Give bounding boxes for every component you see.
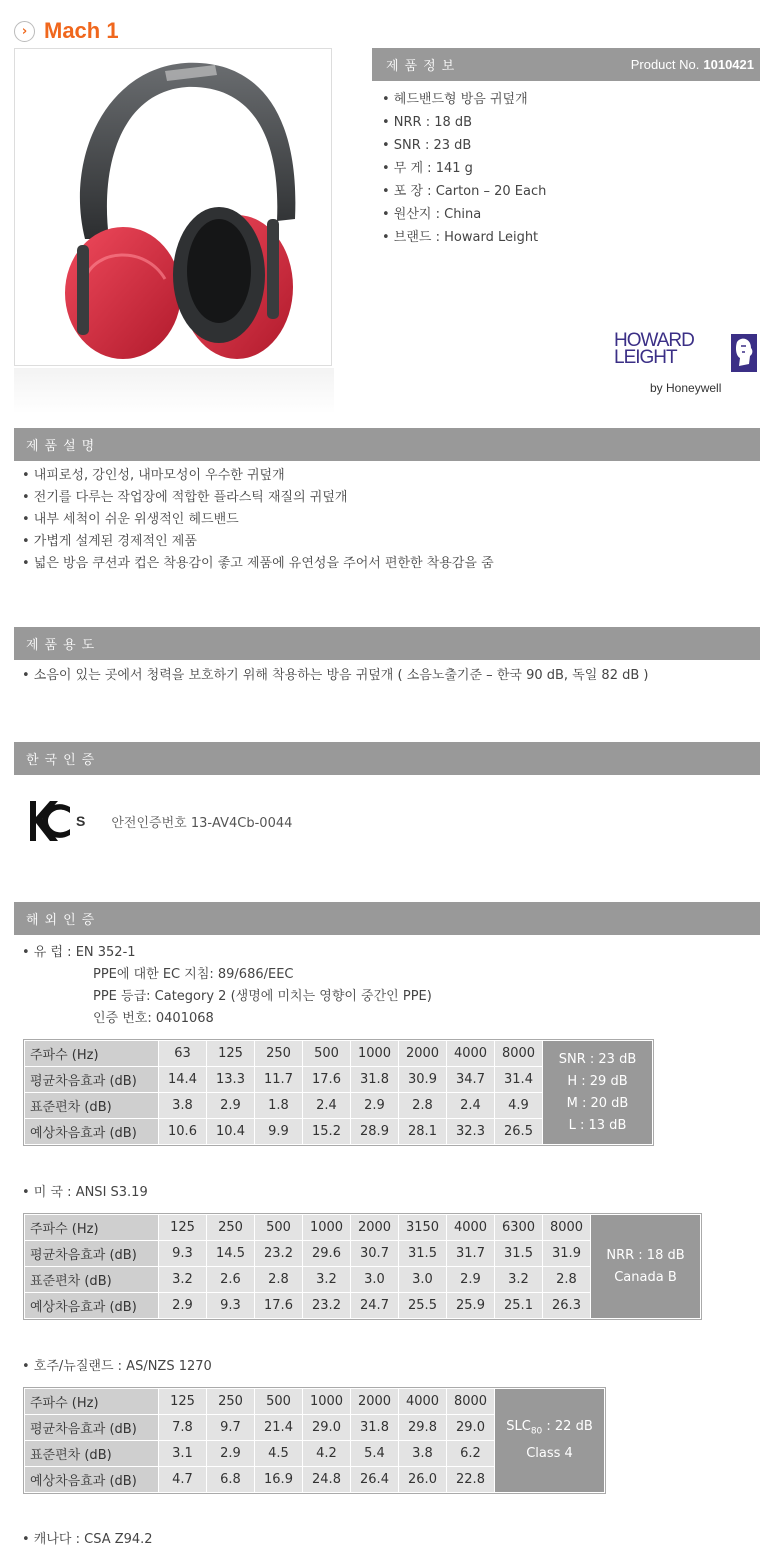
table-cell: 4.7 (159, 1467, 207, 1493)
product-number: Product No. 1010421 (630, 57, 754, 72)
europe-sub: PPE 등급: Category 2 (생명에 미치는 영향이 중간인 PPE) (93, 989, 432, 1004)
row-header: 평균차음효과 (dB) (25, 1067, 159, 1093)
info-item: • 포 장 : Carton – 20 Each (382, 184, 547, 199)
table-cell: 2.4 (447, 1093, 495, 1119)
table-cell: 30.7 (351, 1241, 399, 1267)
table-cell: 26.5 (495, 1119, 543, 1145)
table-cell: 125 (159, 1215, 207, 1241)
by-honeywell: by Honeywell (650, 381, 722, 395)
description-list (22, 465, 494, 575)
table-cell: 3.0 (399, 1267, 447, 1293)
table-cell: 2.8 (399, 1093, 447, 1119)
table-cell: 31.5 (495, 1241, 543, 1267)
table-cell: 125 (207, 1041, 255, 1067)
product-info-list (382, 88, 546, 249)
table-cell: 26.3 (543, 1293, 591, 1319)
table-cell: 9.9 (255, 1119, 303, 1145)
row-header: 예상차음효과 (dB) (25, 1467, 159, 1493)
section-overseas-cert-header: 해외인증 (14, 902, 760, 935)
usa-label: • 미 국 : ANSI S3.19 (22, 1185, 148, 1200)
kc-certification (26, 797, 292, 845)
earmuff-illustration (15, 49, 332, 366)
table-cell: 6.8 (207, 1467, 255, 1493)
table-cell: 25.1 (495, 1293, 543, 1319)
list-item: • 소음이 있는 곳에서 청력을 보호하기 위해 착용하는 방음 귀덮개 ( 소음노출기준 – 한국 90 dB, 독일 82 dB ) (22, 668, 649, 683)
table-cell: 26.4 (351, 1467, 399, 1493)
product-info-header (372, 48, 760, 81)
rating-line: Canada B (614, 1269, 677, 1285)
table-cell: 22.8 (447, 1467, 495, 1493)
section-description-header: 제품설명 (14, 428, 760, 461)
table-cell: 34.7 (447, 1067, 495, 1093)
table-cell: 15.2 (303, 1119, 351, 1145)
row-header: 표준편차 (dB) (25, 1441, 159, 1467)
table-cell: 2000 (399, 1041, 447, 1067)
table-cell: 9.3 (207, 1293, 255, 1319)
canada-label: • 캐나다 : CSA Z94.2 (22, 1532, 153, 1547)
howard-leight-logo (614, 332, 760, 398)
table-cell: 1000 (303, 1389, 351, 1415)
table-cell: 29.0 (447, 1415, 495, 1441)
table-cell: 4.9 (495, 1093, 543, 1119)
europe-attenuation-table (24, 1040, 653, 1145)
table-cell: 17.6 (303, 1067, 351, 1093)
table-cell: 2.9 (159, 1293, 207, 1319)
table-cell: 63 (159, 1041, 207, 1067)
table-cell: 3.8 (159, 1093, 207, 1119)
australia-label: • 호주/뉴질랜드 : AS/NZS 1270 (22, 1359, 212, 1374)
rating-line: NRR : 18 dB (606, 1247, 685, 1263)
table-cell: 10.4 (207, 1119, 255, 1145)
table-row (25, 1041, 653, 1067)
rating-line: $SLC_{80}$ : 22 dB (506, 1419, 593, 1437)
table-cell: 31.4 (495, 1067, 543, 1093)
australia-rating-summary (495, 1389, 605, 1493)
table-cell: 11.7 (255, 1067, 303, 1093)
table-cell: 2.4 (303, 1093, 351, 1119)
table-cell: 6.2 (447, 1441, 495, 1467)
row-header: 주파수 (Hz) (25, 1215, 159, 1241)
table-cell: 23.2 (303, 1293, 351, 1319)
list-item: • 내부 세척이 쉬운 위생적인 헤드밴드 (22, 512, 239, 527)
table-cell: 29.8 (399, 1415, 447, 1441)
table-cell: 29.0 (303, 1415, 351, 1441)
table-cell: 4000 (447, 1215, 495, 1241)
rating-line: Class 4 (526, 1445, 573, 1461)
info-item: • 무 게 : 141 g (382, 161, 473, 176)
australia-attenuation-table (24, 1388, 605, 1493)
table-cell: 14.4 (159, 1067, 207, 1093)
table-cell: 3.2 (495, 1267, 543, 1293)
table-cell: 31.7 (447, 1241, 495, 1267)
table-cell: 8000 (495, 1041, 543, 1067)
table-cell: 16.9 (255, 1467, 303, 1493)
table-cell: 10.6 (159, 1119, 207, 1145)
table-cell: 2000 (351, 1215, 399, 1241)
chevron-right-icon: › (14, 21, 35, 42)
table-cell: 31.9 (543, 1241, 591, 1267)
row-header: 평균차음효과 (dB) (25, 1241, 159, 1267)
table-cell: 1000 (303, 1215, 351, 1241)
table-cell: 9.7 (207, 1415, 255, 1441)
usa-rating-summary (591, 1215, 701, 1319)
table-cell: 31.8 (351, 1067, 399, 1093)
table-cell: 28.9 (351, 1119, 399, 1145)
europe-label: • 유 럽 : EN 352-1 (22, 945, 136, 960)
table-cell: 26.0 (399, 1467, 447, 1493)
table-cell: 2.8 (255, 1267, 303, 1293)
table-cell: 2.9 (207, 1093, 255, 1119)
table-cell: 4000 (399, 1389, 447, 1415)
table-cell: 9.3 (159, 1241, 207, 1267)
table-cell: 30.9 (399, 1067, 447, 1093)
table-cell: 3.2 (303, 1267, 351, 1293)
table-cell: 2.6 (207, 1267, 255, 1293)
table-cell: 4.2 (303, 1441, 351, 1467)
row-header: 예상차음효과 (dB) (25, 1293, 159, 1319)
table-cell: 7.8 (159, 1415, 207, 1441)
table-cell: 25.5 (399, 1293, 447, 1319)
table-cell: 8000 (543, 1215, 591, 1241)
list-item: • 가볍게 설계된 경제적인 제품 (22, 534, 197, 549)
table-cell: 250 (207, 1389, 255, 1415)
table-cell: 125 (159, 1389, 207, 1415)
row-header: 표준편차 (dB) (25, 1093, 159, 1119)
info-item: • 헤드밴드형 방음 귀덮개 (382, 92, 528, 107)
table-cell: 8000 (447, 1389, 495, 1415)
table-cell: 2.9 (207, 1441, 255, 1467)
table-cell: 3.0 (351, 1267, 399, 1293)
europe-sub: PPE에 대한 EC 지침: 89/686/EEC (93, 967, 294, 982)
europe-sub: 인증 번호: 0401068 (93, 1011, 214, 1026)
row-header: 예상차음효과 (dB) (25, 1119, 159, 1145)
kc-cert-number: 안전인증번호 13-AV4Cb-0044 (111, 815, 293, 831)
section-usage-header: 제품용도 (14, 627, 760, 660)
row-header: 평균차음효과 (dB) (25, 1415, 159, 1441)
usa-attenuation-table (24, 1214, 701, 1319)
table-cell: 5.4 (351, 1441, 399, 1467)
rating-line: L : 13 dB (568, 1117, 627, 1133)
list-item: • 넓은 방음 쿠션과 컵은 착용감이 좋고 제품에 유연성을 주어서 편한한 착용감을 줌 (22, 556, 494, 571)
face-icon (731, 334, 757, 372)
table-cell: 2.9 (447, 1267, 495, 1293)
table-cell: 3.8 (399, 1441, 447, 1467)
table-cell: 6300 (495, 1215, 543, 1241)
table-cell: 28.1 (399, 1119, 447, 1145)
table-cell: 3.1 (159, 1441, 207, 1467)
table-cell: 1000 (351, 1041, 399, 1067)
table-cell: 25.9 (447, 1293, 495, 1319)
table-cell: 24.7 (351, 1293, 399, 1319)
list-item: • 전기를 다루는 작업장에 적합한 플라스틱 재질의 귀덮개 (22, 490, 348, 505)
logo-line-1: HOWARD (614, 330, 694, 351)
table-cell: 2.9 (351, 1093, 399, 1119)
kc-s-mark: S (76, 813, 86, 829)
table-cell: 21.4 (255, 1415, 303, 1441)
table-cell: 4000 (447, 1041, 495, 1067)
list-item: • 내피로성, 강인성, 내마모성이 우수한 귀덮개 (22, 468, 285, 483)
table-cell: 31.5 (399, 1241, 447, 1267)
info-item: • 브랜드 : Howard Leight (382, 230, 539, 245)
table-cell: 2.8 (543, 1267, 591, 1293)
product-image (14, 48, 332, 366)
row-header: 표준편차 (dB) (25, 1267, 159, 1293)
table-cell: 1.8 (255, 1093, 303, 1119)
table-cell: 3.2 (159, 1267, 207, 1293)
table-cell: 31.8 (351, 1415, 399, 1441)
table-cell: 23.2 (255, 1241, 303, 1267)
info-item: • NRR : 18 dB (382, 115, 473, 130)
rating-line: H : 29 dB (567, 1073, 628, 1089)
table-cell: 24.8 (303, 1467, 351, 1493)
table-cell: 4.5 (255, 1441, 303, 1467)
table-cell: 250 (255, 1041, 303, 1067)
table-cell: 14.5 (207, 1241, 255, 1267)
table-row (25, 1389, 605, 1415)
rating-line: SNR : 23 dB (558, 1051, 637, 1067)
info-item: • 원산지 : China (382, 207, 482, 222)
table-cell: 32.3 (447, 1119, 495, 1145)
table-cell: 500 (255, 1389, 303, 1415)
table-cell: 3150 (399, 1215, 447, 1241)
product-title: Mach 1 (44, 18, 119, 43)
table-cell: 2000 (351, 1389, 399, 1415)
table-cell: 13.3 (207, 1067, 255, 1093)
europe-rating-summary (543, 1041, 653, 1145)
image-reflection (14, 368, 334, 414)
logo-line-2: LEIGHT (614, 347, 677, 368)
kc-mark-icon (26, 797, 74, 845)
table-cell: 29.6 (303, 1241, 351, 1267)
section-korea-cert-header: 한국인증 (14, 742, 760, 775)
row-header: 주파수 (Hz) (25, 1041, 159, 1067)
info-item: • SNR : 23 dB (382, 138, 472, 153)
table-cell: 250 (207, 1215, 255, 1241)
table-cell: 17.6 (255, 1293, 303, 1319)
product-title-row (14, 18, 119, 44)
table-cell: 500 (303, 1041, 351, 1067)
rating-line: M : 20 dB (566, 1095, 629, 1111)
product-info-label: 제품정보 (386, 59, 461, 74)
usage-list (22, 665, 648, 687)
table-cell: 500 (255, 1215, 303, 1241)
table-row (25, 1215, 701, 1241)
row-header: 주파수 (Hz) (25, 1389, 159, 1415)
